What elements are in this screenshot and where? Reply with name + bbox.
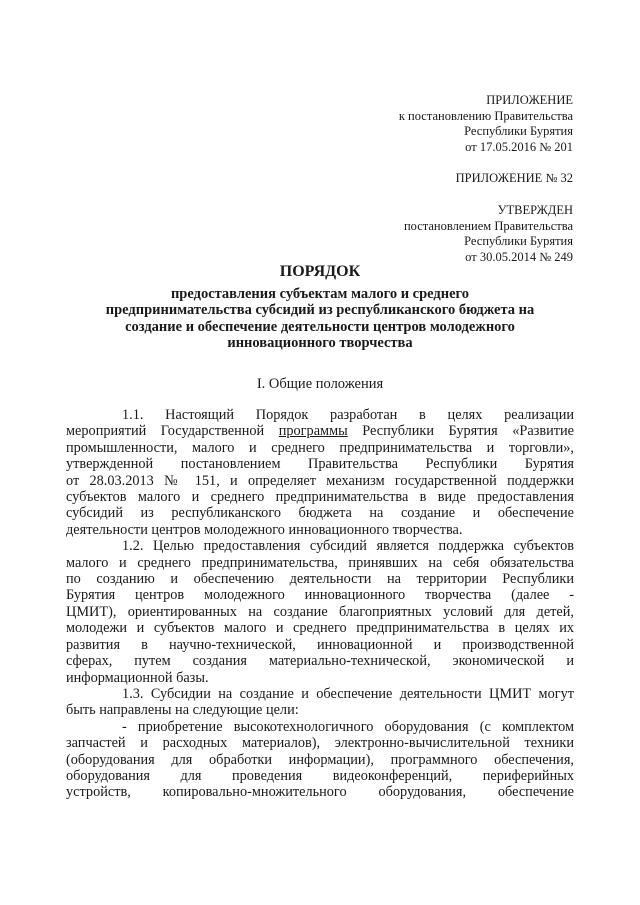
program-link[interactable]: программы [278, 423, 348, 440]
paragraph-1-3 [66, 686, 574, 719]
text-fragment: мероприятий Государственной [66, 423, 279, 440]
paragraph-line: (оборудования для обработки информации), программного обеспечения, [66, 751, 574, 768]
paragraph-line: молодежи и субъектов малого и среднего предпринимательства в целях их [66, 620, 574, 637]
paragraph-line: 1.3. Субсидии на создание и обеспечение деятельности ЦМИТ могут [122, 685, 574, 702]
approved-title: УТВЕРЖДЕН [497, 203, 573, 217]
document-body [66, 407, 574, 801]
paragraph-line: субсидий из республиканского бюджета на создание и обеспечение [66, 505, 574, 522]
paragraph-line: субъектов малого и среднего предпринимательства в виде предоставления [66, 489, 574, 506]
paragraph-line: промышленности, малого и среднего предпринимательства и торговли», [66, 439, 574, 456]
paragraph-line: информационной базы. [66, 669, 209, 686]
text-fragment: Республики Бурятия «Развитие [347, 423, 575, 440]
approved-line: от 30.05.2014 № 249 [465, 249, 573, 264]
paragraph-line: малого и среднего предпринимательства, принявших на себя обязательства [66, 554, 574, 571]
appendix-title: ПРИЛОЖЕНИЕ [486, 93, 573, 107]
paragraph-line: утвержденной постановлением Правительства Республики Бурятия [66, 456, 574, 473]
paragraph-list-item [66, 719, 574, 801]
document-subtitle-line: предпринимательства субсидий из республиканского бюджета на [105, 302, 535, 318]
paragraph-line [66, 423, 574, 439]
paragraph-1-1 [66, 407, 574, 538]
paragraph-line: деятельности центров молодежного инновационного творчества. [66, 521, 463, 538]
paragraph-line: по созданию и обеспечению деятельности на территории Республики [66, 571, 574, 588]
appendix-header [399, 93, 573, 155]
paragraph-line: 1.2. Целью предоставления субсидий является поддержка субъектов [122, 538, 574, 555]
paragraph-line: запчастей и расходных материалов), электронно-вычислительной техники [66, 735, 574, 752]
paragraph-line: - приобретение высокотехнологичного оборудования (с комплектом [122, 718, 574, 735]
approved-line: Республики Бурятия [464, 234, 573, 248]
appendix-line: от 17.05.2016 № 201 [465, 139, 573, 154]
paragraph-line: устройств, копировально-множительного оборудования, обеспечение [66, 784, 574, 801]
paragraph-line: сферах, путем создания материально-технической, экономической и [66, 653, 574, 670]
document-subtitle-line: предоставления субъектам малого и среднего [170, 285, 470, 302]
document-main-title: ПОРЯДОК [279, 263, 361, 280]
section-heading: I. Общие положения [256, 376, 384, 392]
paragraph-line: ЦМИТ), ориентированных на создание благоприятных условий для детей, [66, 603, 574, 620]
document-subtitle-line: создание и обеспечение деятельности центров молодежного [125, 318, 515, 335]
paragraph-line: развития в научно-технической, инновационной и производственной [66, 636, 574, 653]
appendix-line: Республики Бурятия [464, 124, 573, 138]
paragraph-line: оборудования для проведения видеоконференций, периферийных [66, 767, 574, 784]
appendix-32-header [456, 171, 573, 187]
appendix-32-title: ПРИЛОЖЕНИЕ № 32 [455, 171, 573, 185]
document-subtitle-line: инновационного творчества [227, 335, 413, 351]
paragraph-line: 1.1. Настоящий Порядок разработан в целях реализации [122, 407, 574, 423]
document-title [80, 264, 560, 352]
paragraph-line: Бурятия центров молодежного инновационного творчества (далее - [66, 587, 574, 604]
approved-header [404, 203, 573, 265]
approved-line: постановлением Правительства [403, 218, 573, 233]
paragraph-line: быть направлены на следующие цели: [66, 702, 299, 719]
paragraph-1-2 [66, 538, 574, 686]
appendix-line: к постановлению Правительства [398, 108, 573, 123]
paragraph-line: от 28.03.2013 № 151, и определяет механизм государственной поддержки [66, 472, 574, 489]
